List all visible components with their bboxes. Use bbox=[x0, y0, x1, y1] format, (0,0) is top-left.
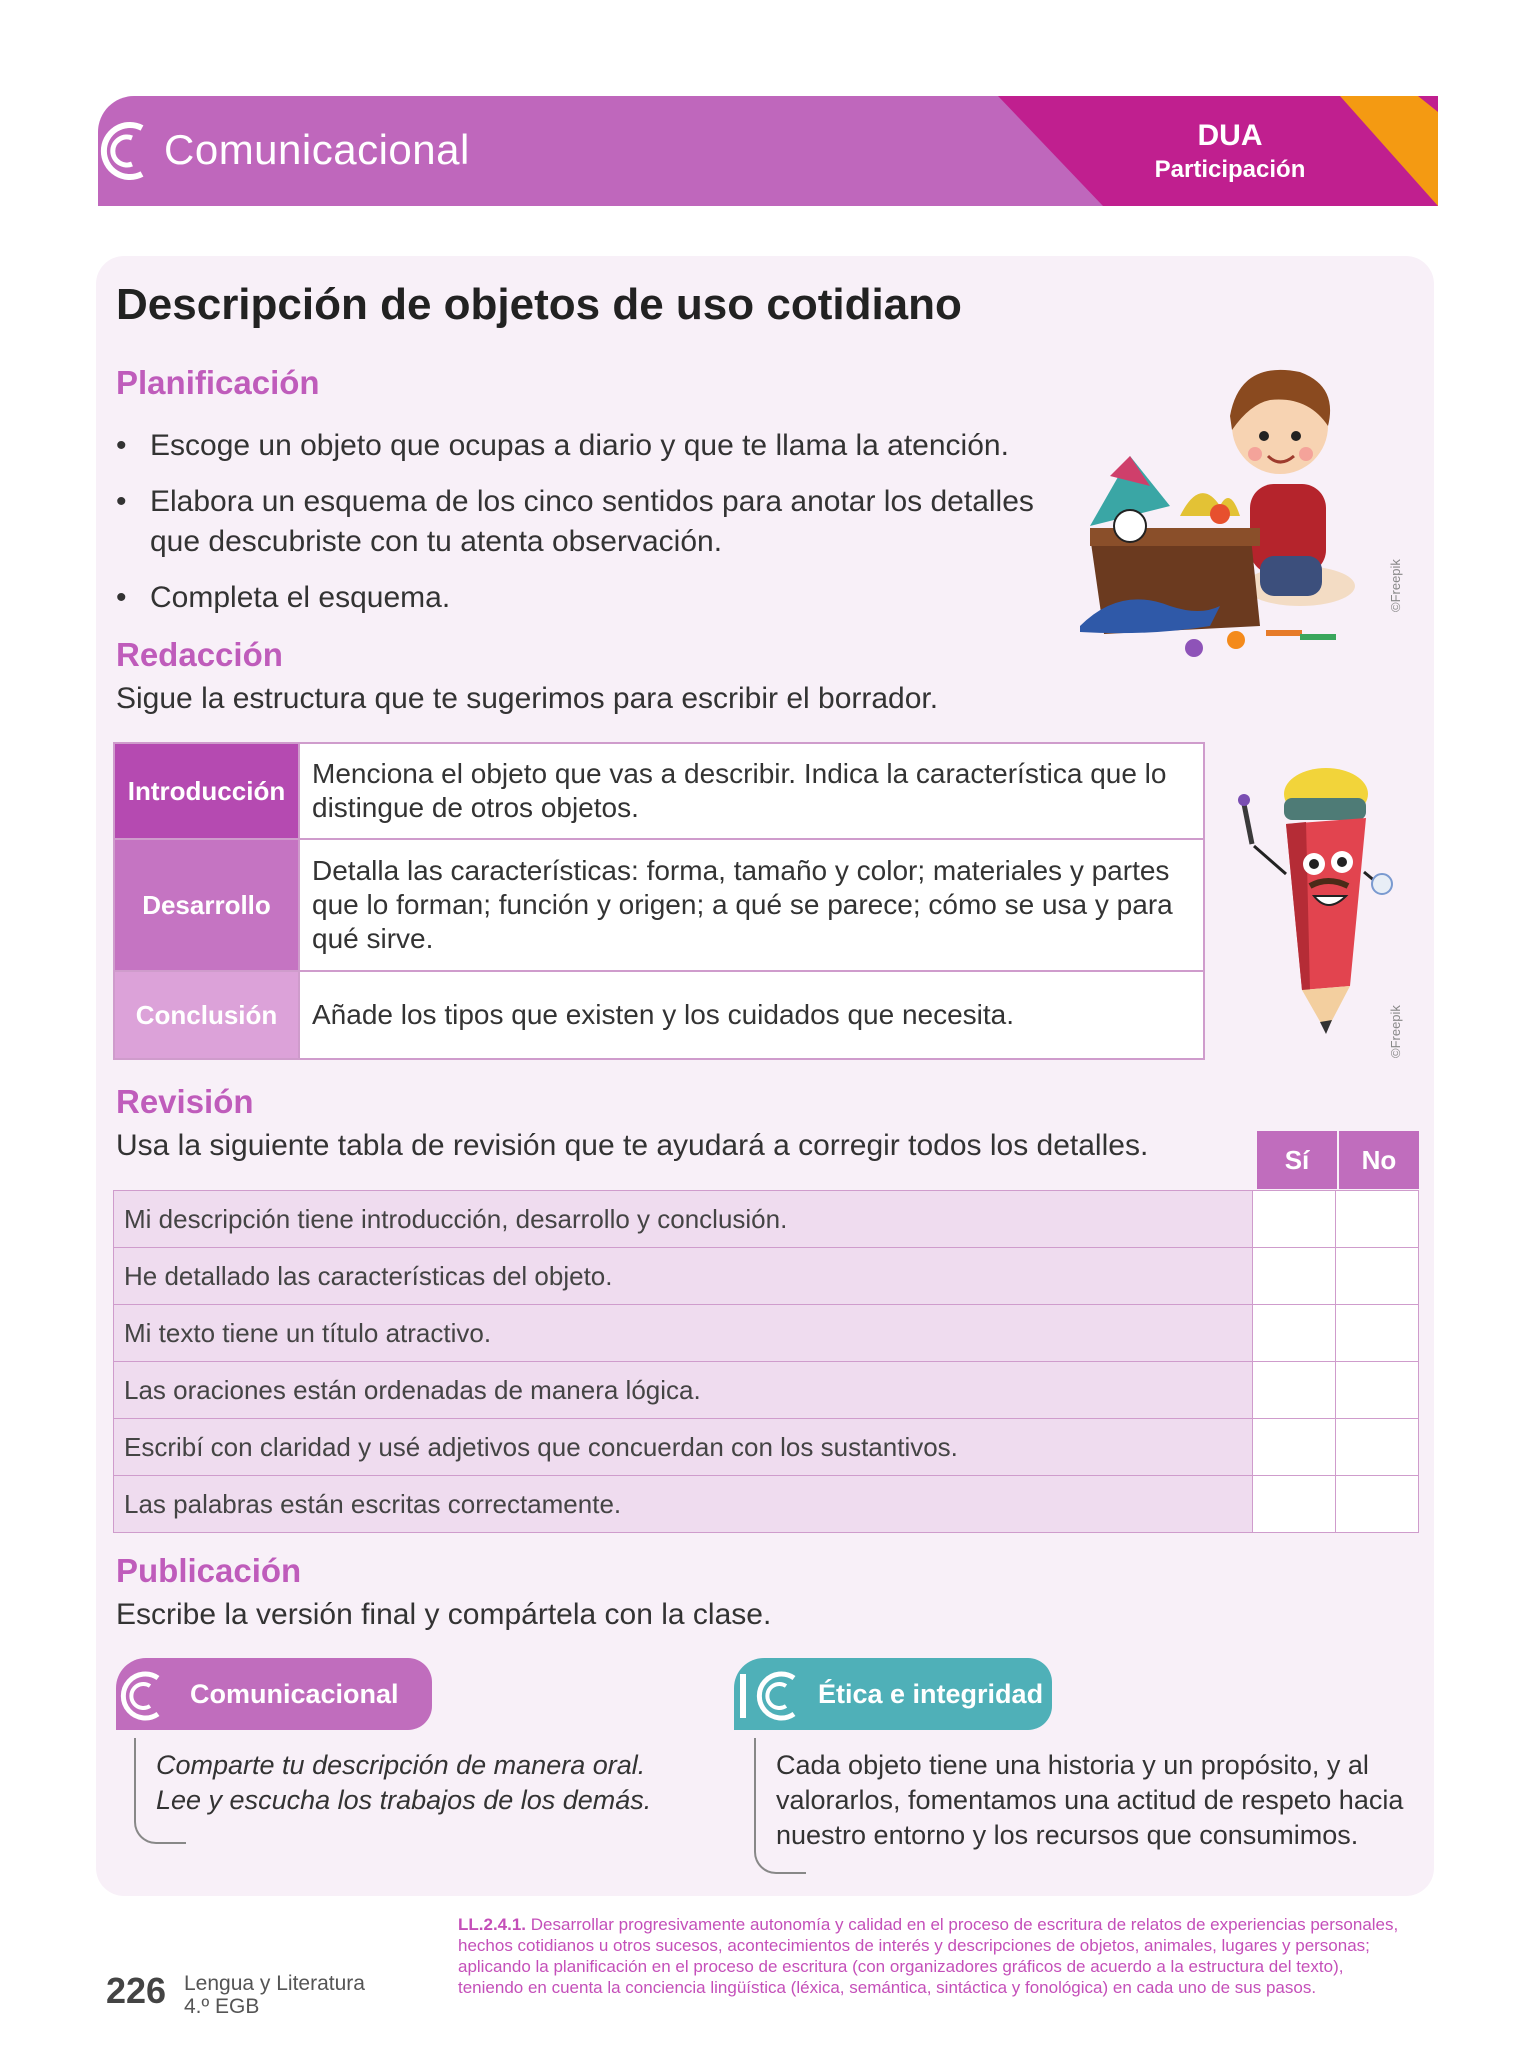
column-header-si: Sí bbox=[1257, 1131, 1337, 1189]
row-label-conclusion: Conclusión bbox=[114, 971, 299, 1059]
planificacion-heading: Planificación bbox=[116, 364, 320, 401]
dua-label: DUA bbox=[1197, 119, 1263, 152]
table-row bbox=[114, 971, 1204, 1059]
row-label-introduccion: Introducción bbox=[114, 743, 299, 839]
row-text-introduccion: Menciona el objeto que vas a describir. Indica la característica que lo distingue de otros objetos. bbox=[299, 743, 1204, 839]
revision-item: Mi texto tiene un título atractivo. bbox=[114, 1305, 1253, 1362]
skill-text: Desarrollar progresivamente autonomía y calidad en el proceso de escritura de relatos de experiencias personales, hechos cotidianos u otros sucesos, acontecimientos de interés y descripciones de objetos, animales, lugares y personas; aplicando la planificación en el proceso de escritura (con organizadores gráficos de acuerdo a la estructura del texto), teniendo en cuenta la conciencia lingüística (léxica, semántica, sintáctica y fonológica) en cada uno de sus pasos. bbox=[458, 1915, 1399, 1997]
planificacion-list bbox=[116, 426, 1056, 634]
ic-logo-icon bbox=[736, 1666, 800, 1726]
row-label-desarrollo: Desarrollo bbox=[114, 839, 299, 971]
grade-level: 4.º EGB bbox=[184, 1995, 260, 2018]
checkbox-no[interactable] bbox=[1336, 1362, 1419, 1419]
checkbox-si[interactable] bbox=[1253, 1476, 1336, 1533]
boy-toybox-illustration bbox=[1070, 356, 1360, 666]
dua-subtitle: Participación bbox=[1154, 156, 1306, 183]
checkbox-si[interactable] bbox=[1253, 1362, 1336, 1419]
image-credit: ©Freepik bbox=[1388, 559, 1403, 612]
comunicacional-tag bbox=[116, 1658, 432, 1730]
revision-table bbox=[113, 1190, 1419, 1533]
skill-code: LL.2.4.1. bbox=[458, 1915, 527, 1934]
revision-item: Mi descripción tiene introducción, desarrollo y conclusión. bbox=[114, 1191, 1253, 1248]
page-number: 226 bbox=[106, 1970, 167, 2011]
checkbox-si[interactable] bbox=[1253, 1191, 1336, 1248]
comunicacional-label: Comunicacional bbox=[190, 1679, 399, 1709]
checkbox-no[interactable] bbox=[1336, 1476, 1419, 1533]
checkbox-no[interactable] bbox=[1336, 1419, 1419, 1476]
checkbox-si[interactable] bbox=[1253, 1305, 1336, 1362]
revision-item: Las oraciones están ordenadas de manera lógica. bbox=[114, 1362, 1253, 1419]
subject-name: Lengua y Literatura bbox=[184, 1972, 365, 1995]
banner-title: Comunicacional bbox=[164, 126, 470, 173]
revision-heading: Revisión bbox=[116, 1083, 254, 1120]
table-row bbox=[114, 1476, 1419, 1533]
redaccion-intro: Sigue la estructura que te sugerimos para escribir el borrador. bbox=[116, 682, 939, 715]
list-item: • Completa el esquema. bbox=[116, 581, 451, 614]
publicacion-intro: Escribe la versión final y compártela con la clase. bbox=[116, 1598, 772, 1631]
list-item: • Escoge un objeto que ocupas a diario y que te llama la atención. bbox=[116, 429, 1009, 462]
c-logo-icon bbox=[118, 1666, 164, 1726]
table-row bbox=[114, 1191, 1419, 1248]
redaccion-heading: Redacción bbox=[116, 636, 283, 673]
row-text-desarrollo: Detalla las características: forma, tamaño y color; materiales y partes que lo forman; función y origen; a qué se parece; cómo se usa y para qué sirve. bbox=[299, 839, 1204, 971]
publicacion-heading: Publicación bbox=[116, 1552, 302, 1589]
etica-label: Ética e integridad bbox=[818, 1679, 1044, 1709]
checkbox-si[interactable] bbox=[1253, 1248, 1336, 1305]
etica-tag bbox=[734, 1658, 1052, 1730]
comunicacional-note bbox=[156, 1748, 651, 1818]
revision-intro: Usa la siguiente tabla de revisión que te ayudará a corregir todos los detalles. bbox=[116, 1129, 1149, 1162]
checkbox-no[interactable] bbox=[1336, 1191, 1419, 1248]
comunicacional-line-2: Lee y escucha los trabajos de los demás. bbox=[156, 1785, 652, 1815]
table-row bbox=[114, 1419, 1419, 1476]
table-row bbox=[114, 839, 1204, 971]
revision-item: Las palabras están escritas correctamente. bbox=[114, 1476, 1253, 1533]
list-item: • Elabora un esquema de los cinco sentidos para anotar los detalles que descubriste con tu atenta observación. bbox=[116, 485, 1034, 558]
column-header-no: No bbox=[1339, 1131, 1419, 1189]
page-title: Descripción de objetos de uso cotidiano bbox=[116, 280, 962, 329]
table-row bbox=[114, 1248, 1419, 1305]
checkbox-no[interactable] bbox=[1336, 1248, 1419, 1305]
c-logo-icon bbox=[98, 114, 146, 188]
skill-criterion bbox=[458, 1914, 1408, 1998]
checkbox-si[interactable] bbox=[1253, 1419, 1336, 1476]
checkbox-no[interactable] bbox=[1336, 1305, 1419, 1362]
etica-text: Cada objeto tiene una historia y un propósito, y al valorarlos, fomentamos una actitud de respeto hacia nuestro entorno y los recursos que consumimos. bbox=[776, 1750, 1404, 1850]
image-credit: ©Freepik bbox=[1388, 1005, 1403, 1058]
subject-info bbox=[184, 1972, 365, 2018]
pencil-character-illustration bbox=[1226, 764, 1396, 1044]
table-row bbox=[114, 1362, 1419, 1419]
structure-table bbox=[113, 742, 1205, 1060]
table-row bbox=[114, 743, 1204, 839]
revision-item: Escribí con claridad y usé adjetivos que concuerdan con los sustantivos. bbox=[114, 1419, 1253, 1476]
table-row bbox=[114, 1305, 1419, 1362]
row-text-conclusion: Añade los tipos que existen y los cuidados que necesita. bbox=[299, 971, 1204, 1059]
comunicacional-line-1: Comparte tu descripción de manera oral. bbox=[156, 1750, 646, 1780]
revision-item: He detallado las características del objeto. bbox=[114, 1248, 1253, 1305]
